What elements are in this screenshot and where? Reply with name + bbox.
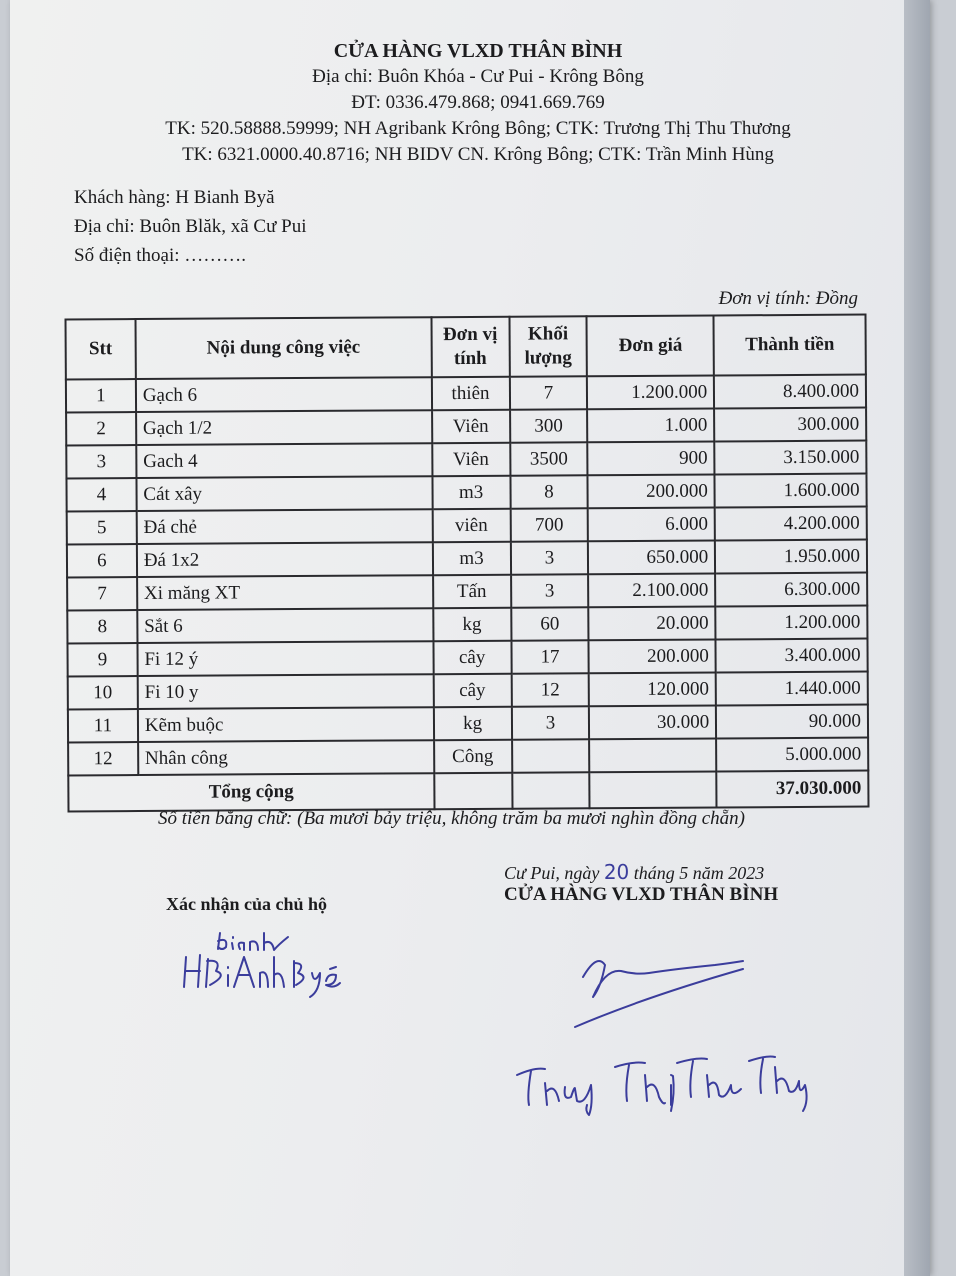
col-header-amount: Thành tiền xyxy=(714,315,866,376)
currency-unit-note: Đơn vị tính: Đồng xyxy=(718,288,858,309)
cell-stt: 12 xyxy=(68,742,138,775)
signer-shop-name: CỬA HÀNG VLXD THÂN BÌNH xyxy=(504,884,779,905)
table-body xyxy=(66,375,868,776)
col-header-unit xyxy=(431,317,509,377)
date-suffix: tháng 5 năm 2023 xyxy=(633,863,765,883)
col-header-qty-line2: lượng xyxy=(524,347,572,369)
cell-price: 200.000 xyxy=(588,474,715,508)
cell-price: 200.000 xyxy=(589,639,716,673)
paper-edge xyxy=(904,0,930,1276)
cell-content: Đá 1x2 xyxy=(137,542,433,577)
cell-amount: 3.150.000 xyxy=(714,441,866,475)
cell-content: Xi măng XT xyxy=(137,575,433,610)
cell-amount: 1.200.000 xyxy=(715,606,867,640)
cell-stt: 8 xyxy=(67,610,137,643)
cell-qty: 7 xyxy=(509,376,587,409)
cell-amount: 5.000.000 xyxy=(716,738,868,772)
cell-price xyxy=(589,738,716,772)
table-row xyxy=(68,738,868,776)
cell-price: 2.100.000 xyxy=(588,573,715,607)
col-header-unit-line1: Đơn vị xyxy=(442,323,498,346)
cell-content: Fi 12 ý xyxy=(137,641,433,676)
shop-signature xyxy=(505,935,825,1125)
cell-stt: 9 xyxy=(67,643,137,676)
table-row xyxy=(66,375,866,413)
cell-stt: 6 xyxy=(67,544,137,577)
bank-account-1: TK: 520.58888.59999; NH Agribank Krông Bông; CTK: Trương Thị Thu Thương xyxy=(165,118,791,139)
table-row xyxy=(67,606,867,644)
cell-content: Sắt 6 xyxy=(137,608,433,643)
customer-address: Địa chỉ: Buôn Blăk, xã Cư Pui xyxy=(74,216,307,237)
customer-phone: Số điện thoại: ………. xyxy=(74,245,247,266)
col-header-qty-line1: Khối xyxy=(527,323,569,345)
cell-amount: 1.600.000 xyxy=(715,474,867,508)
total-label: Tổng cộng xyxy=(68,773,434,811)
cell-content: Nhân công xyxy=(138,740,434,775)
cell-stt: 3 xyxy=(66,445,136,478)
cell-qty: 60 xyxy=(511,607,589,640)
cell-price: 1.000 xyxy=(587,408,714,442)
cell-qty: 3 xyxy=(510,541,588,574)
cell-amount: 6.300.000 xyxy=(715,573,867,607)
cell-price: 30.000 xyxy=(589,705,716,739)
cell-price: 120.000 xyxy=(589,672,716,706)
cell-price: 1.200.000 xyxy=(587,375,714,409)
cell-unit: viên xyxy=(432,509,510,542)
col-header-content: Nội dung công việc xyxy=(135,317,431,379)
cell-content: Gạch 1/2 xyxy=(136,410,432,445)
total-amount: 37.030.000 xyxy=(716,771,868,808)
cell-stt: 11 xyxy=(68,709,138,742)
bank-account-2: TK: 6321.0000.40.8716; NH BIDV CN. Krông Bông; CTK: Trần Minh Hùng xyxy=(182,144,774,165)
cell-stt: 10 xyxy=(68,676,138,709)
shop-name: CỬA HÀNG VLXD THÂN BÌNH xyxy=(333,40,623,62)
date-day-handwritten: 20 xyxy=(603,860,630,884)
shop-address: Địa chỉ: Buôn Khóa - Cư Pui - Krông Bông xyxy=(312,66,644,87)
cell-content: Cát xây xyxy=(136,476,432,511)
cell-content: Gach 4 xyxy=(136,443,432,478)
customer-info xyxy=(74,183,306,270)
cell-qty: 3500 xyxy=(510,442,588,475)
cell-amount: 300.000 xyxy=(714,408,866,442)
cell-content: Đá chẻ xyxy=(137,509,433,544)
cell-qty xyxy=(512,739,590,772)
cell-amount: 3.400.000 xyxy=(716,639,868,673)
cell-amount: 8.400.000 xyxy=(714,375,866,409)
total-empty-unit xyxy=(434,773,512,809)
cell-content: Kẽm buộc xyxy=(138,707,434,742)
owner-confirmation-label: Xác nhận của chủ hộ xyxy=(166,894,328,914)
shop-header xyxy=(0,38,956,168)
cell-stt: 5 xyxy=(67,511,137,544)
cell-stt: 2 xyxy=(66,412,136,445)
cell-amount: 1.950.000 xyxy=(715,540,867,574)
cell-price: 900 xyxy=(588,441,715,475)
cell-qty: 8 xyxy=(510,475,588,508)
cell-price: 6.000 xyxy=(588,507,715,541)
col-header-price: Đơn giá xyxy=(587,315,714,376)
cell-qty: 3 xyxy=(511,574,589,607)
cell-unit: cây xyxy=(433,674,511,707)
date-prefix: Cư Pui, ngày xyxy=(504,863,600,883)
cell-qty: 17 xyxy=(511,640,589,673)
cell-qty: 3 xyxy=(511,706,589,739)
cell-stt: 1 xyxy=(66,379,136,412)
cell-qty: 300 xyxy=(510,409,588,442)
table-row xyxy=(68,705,868,743)
cell-unit: Công xyxy=(434,740,512,773)
amount-in-words: Số tiền bằng chữ: (Ba mươi bảy triệu, không trăm ba mươi nghìn đồng chẵn) xyxy=(158,808,745,829)
cell-stt: 4 xyxy=(66,478,136,511)
table-row xyxy=(67,507,867,545)
shop-phone: ĐT: 0336.479.868; 0941.669.769 xyxy=(351,92,605,113)
table-row xyxy=(67,639,867,677)
table-row xyxy=(66,441,866,479)
table-row xyxy=(67,573,867,611)
table-header-row xyxy=(66,315,866,380)
cell-unit: kg xyxy=(433,608,511,641)
total-row xyxy=(68,771,868,812)
cell-unit: thiên xyxy=(431,377,509,410)
cell-unit: m3 xyxy=(432,542,510,575)
cell-price: 650.000 xyxy=(588,540,715,574)
customer-name: Khách hàng: H Bianh Byă xyxy=(74,187,275,208)
col-header-stt: Stt xyxy=(66,319,136,379)
cell-unit: kg xyxy=(434,707,512,740)
cell-qty: 12 xyxy=(511,673,589,706)
cell-content: Fi 10 y xyxy=(138,674,434,709)
col-header-unit-line2: tính xyxy=(453,347,487,370)
cell-amount: 1.440.000 xyxy=(716,672,868,706)
cell-amount: 90.000 xyxy=(716,705,868,739)
cell-unit: Tấn xyxy=(433,575,511,608)
total-empty-qty xyxy=(512,772,590,808)
cell-amount: 4.200.000 xyxy=(715,507,867,541)
cell-unit: Viên xyxy=(432,443,510,476)
col-header-qty xyxy=(509,316,587,376)
invoice-date xyxy=(504,860,764,884)
owner-signature xyxy=(170,925,370,1005)
cell-price: 20.000 xyxy=(589,606,716,640)
table-row xyxy=(66,408,866,446)
cell-unit: Viên xyxy=(432,410,510,443)
invoice-table xyxy=(64,314,869,813)
cell-unit: m3 xyxy=(432,476,510,509)
table-row xyxy=(68,672,868,710)
table-row xyxy=(67,540,867,578)
cell-content: Gạch 6 xyxy=(136,377,432,412)
total-empty-price xyxy=(590,771,717,808)
cell-stt: 7 xyxy=(67,577,137,610)
table-row xyxy=(66,474,866,512)
cell-unit: cây xyxy=(433,641,511,674)
cell-qty: 700 xyxy=(510,508,588,541)
